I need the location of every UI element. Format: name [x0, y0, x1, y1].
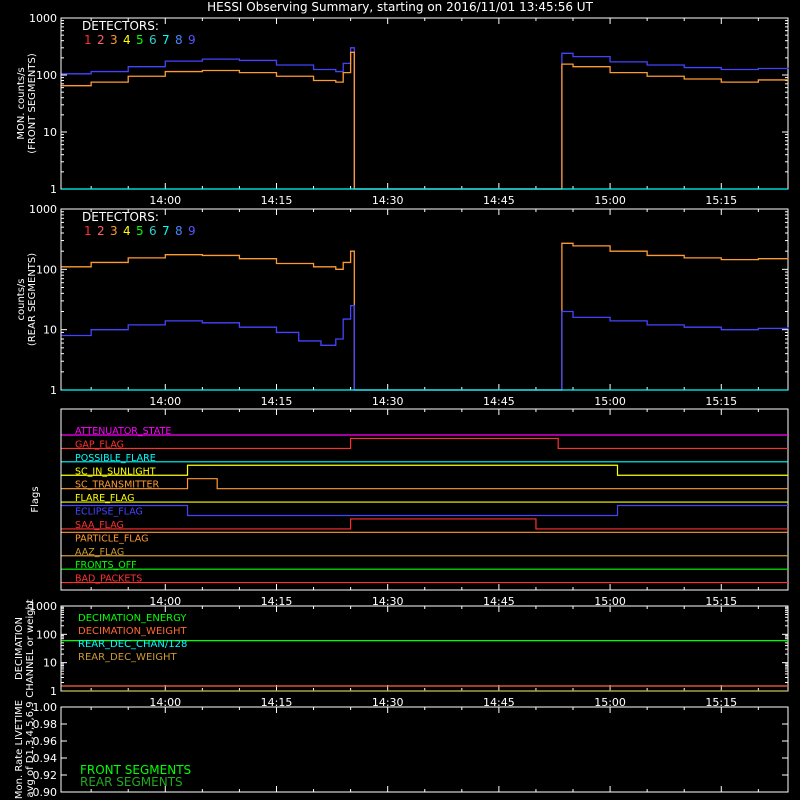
y-tick-label: 0.94: [32, 752, 57, 765]
y-tick-label: 0.92: [32, 769, 57, 782]
flag-label: SC_TRANSMITTER: [75, 479, 160, 491]
y-tick-label: 1000: [29, 600, 57, 613]
x-tick-label: 14:15: [260, 595, 293, 608]
flag-line: [61, 506, 788, 516]
flag-line: [61, 479, 788, 489]
panel-livetime: [14, 700, 788, 799]
y-axis-label: Mon. Rate LIVETIME: [14, 699, 25, 800]
legend-entry: FRONT SEGMENTS: [80, 763, 192, 777]
series-line: [61, 52, 788, 189]
x-tick-label: 14:45: [483, 395, 515, 408]
legend-entry: REAR_DEC_WEIGHT: [78, 652, 177, 663]
x-tick-label: 15:15: [705, 595, 738, 608]
x-tick-label: 15:00: [594, 595, 626, 608]
x-tick-label: 14:30: [371, 696, 404, 709]
legend-detector-6: 6: [149, 224, 157, 238]
flag-label: POSSIBLE_FLARE: [75, 452, 156, 464]
x-tick-label: 14:00: [149, 696, 182, 709]
x-tick-label: 14:30: [371, 595, 404, 608]
legend-detector-1: 1: [84, 224, 92, 238]
y-axis-label: CHANNEL or weight: [25, 599, 36, 698]
legend-detector-5: 5: [136, 33, 144, 47]
legend-entry: REAR_DEC_CHAN/128: [78, 639, 188, 650]
x-tick-label: 14:45: [483, 696, 515, 709]
flag-label: BAD_PACKETS: [75, 573, 143, 585]
legend-detector-4: 4: [123, 224, 131, 238]
flag-label: SAA_FLAG: [75, 519, 124, 531]
page-title: HESSI Observing Summary, starting on 2016/11/01 13:45:56 UT: [207, 0, 593, 14]
panel-rear: [16, 203, 788, 408]
flag-label: FRONTS_OFF: [75, 560, 137, 572]
x-tick-label: 14:45: [483, 194, 515, 207]
y-axis-label: MON. counts/s: [16, 67, 27, 140]
y-axis-label: (FRONT SEGMENTS): [27, 53, 38, 154]
y-tick-label: 10: [43, 323, 57, 337]
legend-detector-9: 9: [188, 33, 196, 47]
x-tick-label: 14:00: [149, 595, 182, 608]
flag-label: GAP_FLAG: [75, 439, 125, 451]
y-tick-label: 1000: [29, 12, 57, 25]
x-tick-label: 15:00: [594, 696, 626, 709]
series-line: [61, 48, 788, 189]
x-tick-label: 14:00: [149, 395, 182, 408]
y-tick-label: 1: [50, 685, 57, 698]
legend-entry: REAR SEGMENTS: [80, 775, 183, 789]
x-tick-label: 14:45: [483, 595, 515, 608]
x-tick-label: 15:15: [705, 395, 738, 408]
legend-detector-8: 8: [175, 33, 183, 47]
x-tick-label: 14:30: [371, 194, 404, 207]
x-tick-label: 15:00: [594, 194, 626, 207]
x-tick-label: 14:30: [371, 395, 404, 408]
legend-detector-3: 3: [110, 33, 118, 47]
y-tick-label: 0.98: [32, 718, 57, 731]
plot-frame: [61, 209, 788, 390]
legend-detector-1: 1: [84, 33, 92, 47]
legend-title: DETECTORS:: [82, 19, 159, 33]
y-tick-label: 1: [50, 183, 57, 196]
y-tick-label: 1000: [29, 203, 57, 216]
x-tick-label: 15:00: [594, 395, 626, 408]
x-tick-label: 15:15: [705, 194, 738, 207]
panel-flags: [30, 409, 788, 608]
legend-entry: DECIMATION_WEIGHT: [78, 626, 187, 637]
flag-line: [61, 438, 788, 451]
y-tick-label: 10: [43, 656, 57, 670]
x-tick-label: 15:15: [705, 696, 738, 709]
y-axis-label: DECIMATION: [14, 616, 25, 681]
y-axis-label: Flags: [30, 486, 41, 513]
legend-detector-9: 9: [188, 224, 196, 238]
y-tick-label: 10: [43, 126, 57, 139]
legend-detector-7: 7: [162, 224, 170, 238]
x-tick-label: 14:00: [149, 194, 182, 207]
flag-label: PARTICLE_FLAG: [75, 533, 149, 545]
legend-detector-2: 2: [97, 224, 105, 238]
y-axis-label: counts/s: [16, 278, 27, 321]
y-tick-label: 0.90: [32, 786, 57, 799]
x-tick-label: 14:15: [260, 395, 293, 408]
x-tick-label: 14:15: [260, 696, 293, 709]
x-tick-label: 14:15: [260, 194, 293, 207]
y-tick-label: 100: [36, 263, 57, 277]
flag-line: [61, 465, 788, 478]
flag-label: SC_IN_SUNLIGHT: [75, 466, 156, 478]
legend-detector-3: 3: [110, 224, 118, 238]
legend-detector-6: 6: [149, 33, 157, 47]
plot-frame: [61, 18, 788, 189]
y-tick-label: 1: [50, 384, 57, 397]
y-tick-label: 100: [36, 628, 57, 642]
legend-detector-5: 5: [136, 224, 144, 238]
legend-detector-7: 7: [162, 33, 170, 47]
y-axis-label: avg of D1,3,4,5,6,9: [25, 701, 36, 798]
flag-label: ATTENUATOR_STATE: [75, 426, 172, 437]
legend-detector-4: 4: [123, 33, 131, 47]
legend-detector-2: 2: [97, 33, 105, 47]
panel-front: [16, 12, 788, 207]
legend-title: DETECTORS:: [82, 210, 159, 224]
flag-label: FLARE_FLAG: [75, 493, 135, 505]
series-line: [61, 306, 788, 390]
legend-entry: DECIMATION_ENERGY: [78, 613, 187, 624]
flag-label: AAZ_FLAG: [75, 546, 125, 558]
flag-line: [61, 519, 788, 529]
y-tick-label: 100: [36, 69, 57, 82]
y-tick-label: 1.00: [32, 701, 57, 714]
panel-decimation: [14, 599, 788, 709]
series-line: [61, 243, 788, 390]
y-axis-label: (REAR SEGMENTS): [27, 252, 38, 347]
legend-detector-8: 8: [175, 224, 183, 238]
flag-label: ECLIPSE_FLAG: [75, 506, 143, 518]
y-tick-label: 0.96: [32, 735, 57, 748]
